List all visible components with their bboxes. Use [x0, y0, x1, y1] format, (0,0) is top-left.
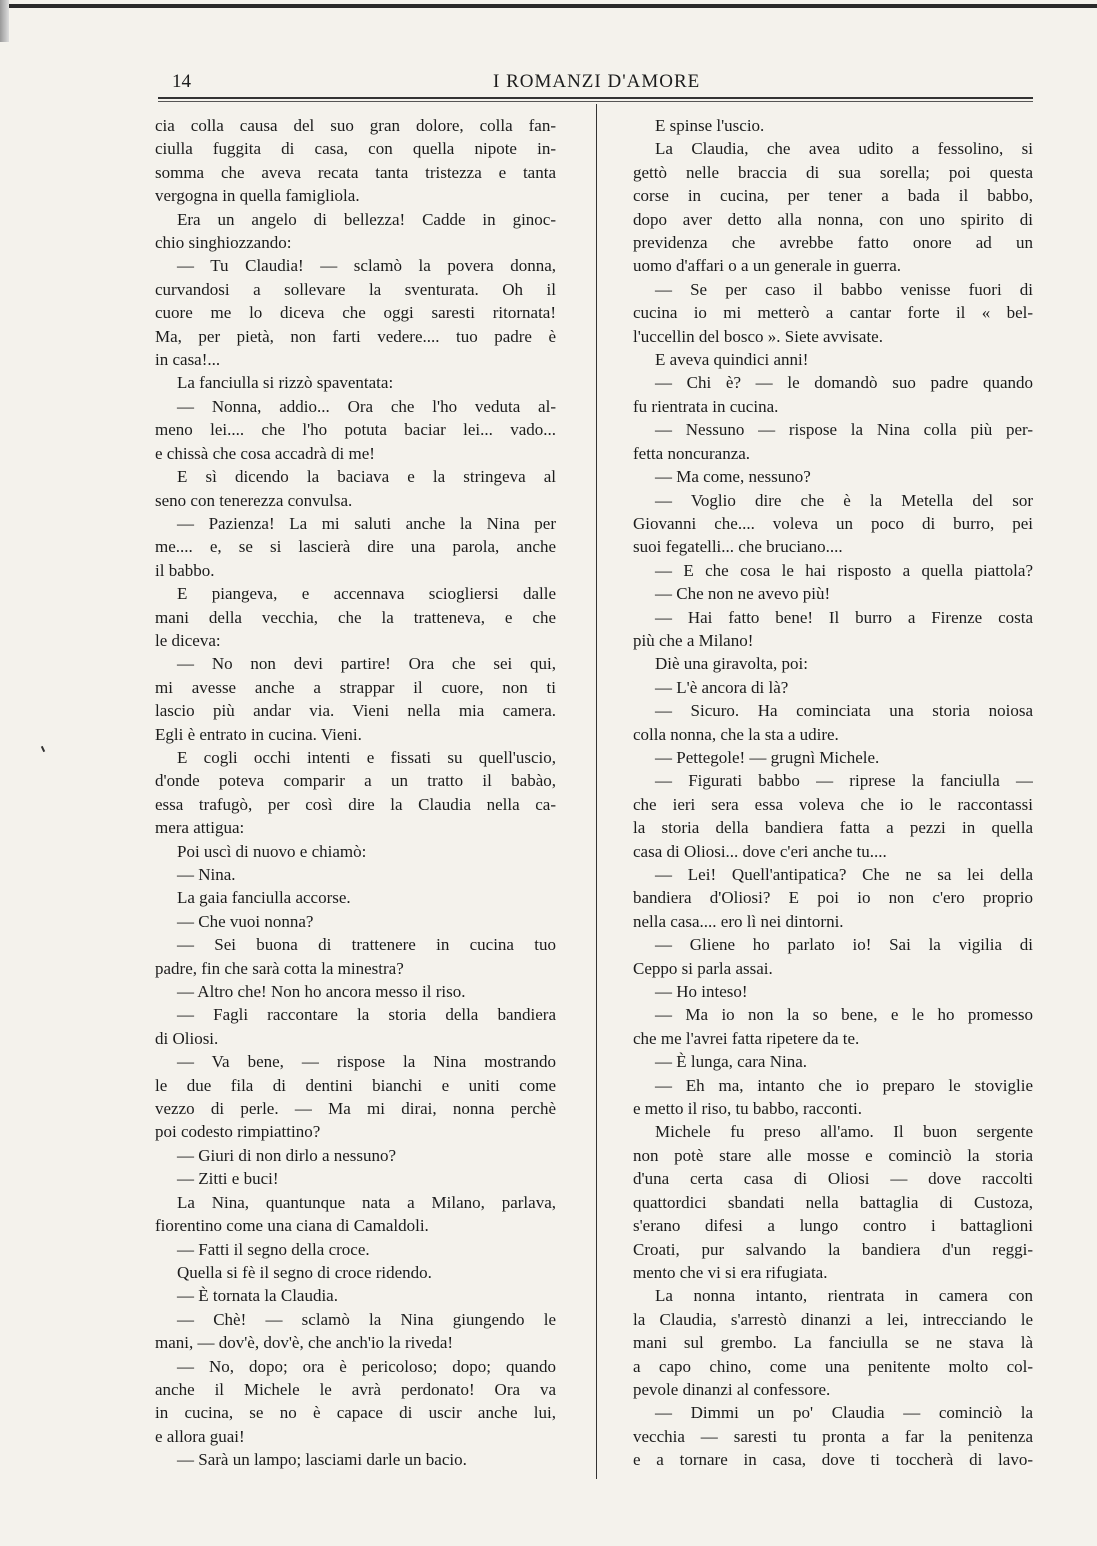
text-line: — Voglio dire che è la Metella del sor — [655, 490, 1033, 510]
text-line: — Altro che! Non ho ancora messo il riso. — [177, 982, 466, 1002]
text-line: — No non devi partire! Ora che sei qui, — [177, 654, 556, 674]
text-line: l'uccellin del bosco ». Siete avvisate. — [633, 326, 883, 346]
text-line: mani sul grembo. La fanciulla se ne stava là — [633, 1333, 1033, 1353]
text-line: — Nina. — [177, 865, 236, 884]
text-line: — L'è ancora di là? — [655, 677, 789, 697]
text-line: mani della vecchia, che la tratteneva, e che — [155, 607, 556, 627]
text-line: La fanciulla si rizzò spaventata: — [177, 373, 394, 393]
text-line: — Nessuno — rispose la Nina colla più per- — [655, 420, 1033, 440]
text-line: che me l'avrei fatta ripetere da te. — [633, 1028, 860, 1048]
text-line: colla nonna, che la sta a udire. — [633, 724, 839, 744]
text-line: quattordici sbandati nella battaglia di Custoza, — [633, 1192, 1033, 1212]
text-line: E spinse l'uscio. — [655, 116, 765, 135]
text-line: — Dimmi un po' Claudia — cominciò la — [655, 1403, 1033, 1423]
text-line: Era un angelo di bellezza! Cadde in ginoc- — [177, 209, 556, 229]
text-line: — No, dopo; ora è pericoloso; dopo; quando — [177, 1356, 556, 1376]
text-line: — Sei buona di trattenere in cucina tuo — [177, 935, 556, 955]
text-line: poi codesto rimpiattino? — [155, 1122, 321, 1142]
text-line: fu rientrata in cucina. — [633, 396, 779, 416]
text-line: — Tu Claudia! — sclamò la povera donna, — [177, 256, 556, 276]
text-line: — Ma io non la so bene, e le ho promesso — [655, 1005, 1033, 1025]
text-line: — Va bene, — rispose la Nina mostrando — [177, 1052, 556, 1072]
text-line: chio singhiozzando: — [155, 233, 292, 253]
text-line: — Chè! — sclamò la Nina giungendo le — [177, 1309, 556, 1329]
text-line: d'onde poteva comparir a un tratto il babào, — [155, 771, 556, 791]
text-line: non potè stare alle mosse e cominciò la storia — [633, 1145, 1033, 1165]
header-rule — [158, 97, 1033, 99]
text-line: — Che non ne avevo più! — [655, 584, 831, 604]
text-line: vecchia — saresti tu pronta a far la penitenza — [633, 1426, 1033, 1446]
text-line: — Ma come, nessuno? — [655, 467, 811, 487]
text-line: previdenza che avrebbe fatto onore ad un — [633, 233, 1033, 253]
text-line: Michele fu preso all'amo. Il buon sergente — [655, 1122, 1033, 1142]
text-line: E piangeva, e accennava sciogliersi dalle — [177, 584, 556, 604]
text-line: — Pazienza! La mi saluti anche la Nina per — [177, 513, 556, 533]
text-line: a capo chino, come una penitente molto col- — [633, 1356, 1033, 1376]
ink-speck — [41, 746, 45, 752]
top-border-rule — [0, 4, 1097, 8]
text-line: uomo d'affari o a un generale in guerra. — [633, 256, 902, 276]
text-line: — Giuri di non dirlo a nessuno? — [177, 1145, 397, 1165]
text-line: seno con tenerezza convulsa. — [155, 490, 353, 510]
text-line: in cucina, se no è capace di uscir anche lui, — [155, 1403, 556, 1423]
text-line: e allora guai! — [155, 1426, 245, 1446]
text-line: — Se per caso il babbo venisse fuori di — [655, 279, 1033, 299]
text-line: pevole dinanzi al confessore. — [633, 1379, 831, 1399]
text-line: La Claudia, che avea udito a fessolino, si — [655, 139, 1033, 159]
text-line: me.... e, se si lascierà dire una parola, anche — [155, 537, 556, 557]
text-line: e metto il riso, tu babbo, racconti. — [633, 1099, 862, 1119]
text-line: lascio più andar via. Vieni nella mia camera. — [155, 701, 556, 721]
text-line: il babbo. — [155, 560, 215, 580]
text-line: la storia della bandiera fatta a pezzi in quella — [633, 818, 1033, 838]
text-line: e chissà che cosa accadrà di me! — [155, 443, 375, 463]
text-line: La Nina, quantunque nata a Milano, parlava, — [177, 1192, 556, 1212]
text-line: — Zitti e buci! — [177, 1169, 279, 1189]
text-line: mani, — dov'è, dov'è, che anch'io la riveda! — [155, 1333, 454, 1353]
text-line: — Hai fatto bene! Il burro a Firenze costa — [655, 607, 1033, 627]
text-line: padre, fin che sarà cotta la minestra? — [155, 958, 404, 978]
text-line: — Lei! Quell'antipatica? Che ne sa lei della — [655, 865, 1033, 884]
text-line: Diè una giravolta, poi: — [655, 654, 808, 674]
text-line: essa trafugò, per così dire la Claudia nella ca- — [155, 794, 556, 814]
text-line: — Gliene ho parlato io! Sai la vigilia di — [655, 935, 1033, 955]
text-line: casa di Oliosi... dove c'eri anche tu.... — [633, 841, 887, 861]
text-line: ciulla fuggita di casa, con quella nipote in- — [155, 139, 556, 159]
text-line: in casa!... — [155, 350, 221, 370]
text-line: cuore me lo diceva che oggi saresti ritornata! — [155, 303, 556, 323]
text-line: somma che aveva recata tanta tristezza e tanta — [155, 162, 556, 182]
column-divider — [596, 104, 597, 1479]
text-line: la Claudia, s'arrestò dinanzi a lei, intrecciando le — [633, 1309, 1033, 1329]
text-line: Croati, pur salvando la bandiera d'un reggi- — [633, 1239, 1033, 1259]
text-line: — Eh ma, intanto che io preparo le stoviglie — [655, 1075, 1033, 1095]
text-line: corse in cucina, per tener a bada il babbo, — [633, 186, 1033, 206]
text-line: — Chi è? — le domandò suo padre quando — [655, 373, 1033, 393]
text-line: più che a Milano! — [633, 630, 754, 650]
text-line: bandiera d'Oliosi? E poi io non c'ero proprio — [633, 888, 1033, 908]
text-line: E cogli occhi intenti e fissati su quell'uscio, — [177, 747, 556, 767]
text-line: E aveva quindici anni! — [655, 350, 809, 370]
text-line: La nonna intanto, rientrata in camera con — [655, 1286, 1033, 1306]
text-line: — Che vuoi nonna? — [177, 911, 314, 931]
text-line: Quella si fè il segno di croce ridendo. — [177, 1262, 432, 1282]
text-line: mento che vi si era rifugiata. — [633, 1262, 828, 1282]
text-line: La gaia fanciulla accorse. — [177, 888, 351, 908]
text-line: fetta noncuranza. — [633, 443, 751, 463]
text-line: — Sicuro. Ha cominciata una storia noiosa — [655, 701, 1033, 721]
text-line: — È lunga, cara Nina. — [655, 1052, 807, 1072]
text-line: anche il Michele le avrà perdonato! Ora va — [155, 1379, 556, 1399]
text-line: — Fatti il segno della croce. — [177, 1239, 370, 1259]
text-line: Egli è entrato in cucina. Vieni. — [155, 724, 362, 744]
text-line: meno lei.... che l'ho potuta baciar lei... vado... — [155, 420, 556, 440]
right-column — [633, 114, 1033, 1472]
text-line: e a tornare in casa, dove ti toccherà di lavo- — [633, 1450, 1033, 1470]
text-line: che ieri sera essa voleva che io le raccontassi — [633, 794, 1033, 814]
text-line: Giovanni che.... voleva un poco di burro, pei — [633, 513, 1033, 533]
text-line: curvandosi a sollevare la sventurata. Oh il — [155, 279, 556, 299]
running-head: I ROMANZI D'AMORE — [493, 71, 701, 92]
text-line: dopo aver detto alla nonna, con uno spirito di — [633, 209, 1033, 229]
text-line: Ceppo si parla assai. — [633, 958, 773, 978]
text-line: — Ho inteso! — [655, 982, 748, 1002]
page-edge-shadow — [0, 0, 9, 42]
text-line: mera attigua: — [155, 818, 245, 838]
text-line: le due fila di dentini bianchi e uniti come — [155, 1075, 556, 1095]
text-line: le diceva: — [155, 630, 221, 650]
text-line: vergogna in quella famigliola. — [155, 186, 360, 206]
text-line: gettò nelle braccia di sua sorella; poi questa — [633, 162, 1033, 182]
text-line: — È tornata la Claudia. — [177, 1286, 338, 1306]
text-line: Ma, per pietà, non farti vedere.... tuo padre è — [155, 326, 556, 346]
text-line: Poi uscì di nuovo e chiamò: — [177, 841, 367, 861]
text-line: — Fagli raccontare la storia della bandiera — [177, 1005, 556, 1025]
text-line: — E che cosa le hai risposto a quella piattola? — [655, 560, 1033, 580]
text-line: d'una certa casa di Oliosi — dove raccolti — [633, 1169, 1033, 1189]
text-line: — Sarà un lampo; lasciami darle un bacio. — [177, 1450, 467, 1470]
text-line: s'erano difesi a lungo contro i battaglioni — [633, 1216, 1033, 1236]
text-line: suoi fegatelli... che bruciano.... — [633, 537, 843, 557]
text-line: vezzo di perle. — Ma mi dirai, nonna perchè — [155, 1099, 556, 1119]
page-number: 14 — [172, 71, 191, 92]
header-rule-thin — [158, 101, 1033, 102]
text-line: cia colla causa del suo gran dolore, colla fan- — [155, 116, 556, 135]
text-line: cucina io mi metterò a cantar forte il « bel- — [633, 303, 1033, 323]
text-line: fiorentino come una ciana di Camaldoli. — [155, 1216, 429, 1236]
left-column — [155, 114, 556, 1472]
text-line: — Pettegole! — grugnì Michele. — [655, 747, 880, 767]
text-line: mi avesse anche a strappar il cuore, non ti — [155, 677, 556, 697]
text-line: di Oliosi. — [155, 1028, 219, 1048]
text-line: E sì dicendo la baciava e la stringeva al — [177, 467, 556, 487]
text-line: — Nonna, addio... Ora che l'ho veduta al- — [177, 396, 556, 416]
text-line: — Figurati babbo — riprese la fanciulla — — [655, 771, 1033, 791]
text-line: nella casa.... ero lì nei dintorni. — [633, 911, 844, 931]
